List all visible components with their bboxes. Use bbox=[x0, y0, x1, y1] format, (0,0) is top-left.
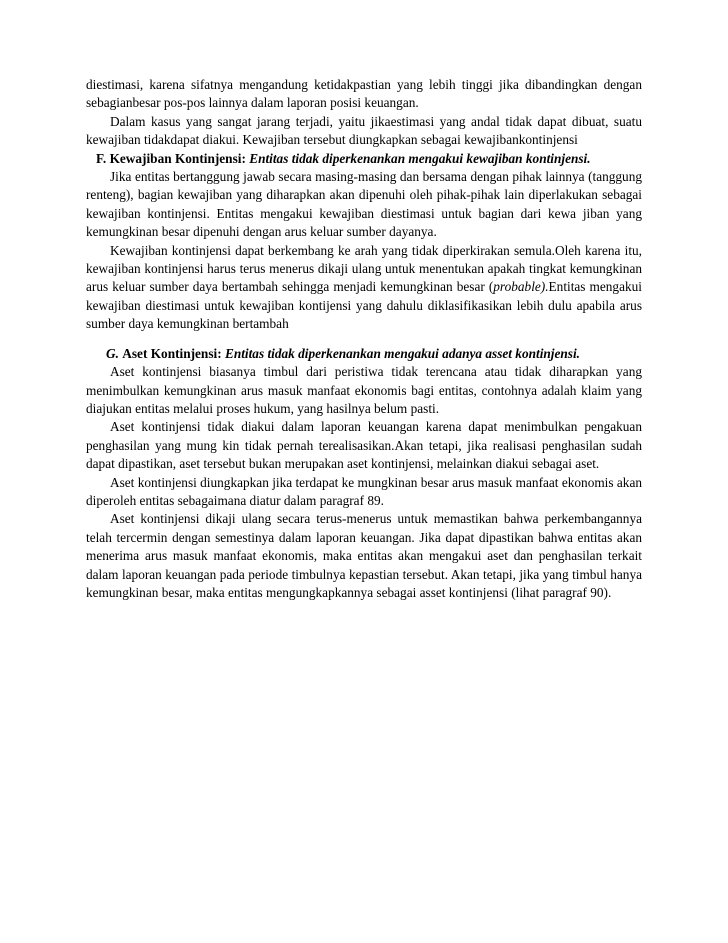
section-f-paragraph-1: Jika entitas bertanggung jawab secara masing-masing dan bersama dengan pihak lainnya (tanggung renteng), bagian kewajiban yang diharapkan akan dipenuhi oleh pihak-pihak lain diperlakukan sebagai kewajiban kontinjensi. Entitas mengakui kewajiban diestimasi untuk bagian dari kewa jiban yang kemungkinan besar dipenuhi dengan arus keluar sumber dayanya. bbox=[86, 169, 642, 240]
section-f-subtitle: Entitas tidak diperkenankan mengakui kewajiban kontinjensi. bbox=[249, 150, 591, 166]
section-f-title: Kewajiban Kontinjensi: bbox=[109, 150, 246, 166]
section-g-paragraph-3: Aset kontinjensi diungkapkan jika terdapat ke mungkinan besar arus masuk manfaat ekonomis akan diperoleh entitas sebagaimana diatur dalam paragraf 89. bbox=[86, 474, 642, 508]
section-g-paragraph-2: Aset kontinjensi tidak diakui dalam laporan keuangan karena dapat menimbulkan pengakuan penghasilan yang mung kin tidak pernah terealisasikan.Akan tetapi, jika realisasi penghasilan sudah dapat dipastikan, aset tersebut bukan merupakan aset kontinjensi, melainkan diakui sebagai aset. bbox=[86, 419, 642, 472]
section-g-paragraph-4: Aset kontinjensi dikaji ulang secara terus-menerus untuk memastikan bahwa perkembangannya telah tercermin dengan semestinya dalam laporan keuangan. Jika dapat dipastikan bahwa entitas akan menerima arus masuk manfaat ekonomis, maka entitas akan mengakui aset dan penghasilan terkait dalam laporan keuangan pada periode timbulnya kepastian tersebut. Akan tetapi, jika yang timbul hanya kemungkinan besar, maka entitas mengungkapkannya sebagai asset kontinjensi (lihat paragraf 90). bbox=[86, 511, 642, 600]
section-f-letter: F. bbox=[96, 150, 107, 166]
section-g-heading bbox=[86, 345, 642, 363]
section-g-title: Aset Kontinjensi: bbox=[122, 345, 222, 361]
section-gap bbox=[86, 334, 642, 345]
section-f-heading bbox=[86, 150, 642, 168]
section-f-paragraph-2-italic-term: probable). bbox=[493, 279, 549, 295]
section-f-paragraph-2-text-a: Kewajiban kontinjensi dapat berkembang ke arah yang tidak diperkirakan semula.Oleh karena itu, kewajiban kontinjensi harus terus menerus dikaji ulang untuk menentukan apakah tingkat kemungkinan arus keluar sumber daya bertambah sehingga menjadi kemungkinan besar ( bbox=[86, 242, 642, 295]
section-g-subtitle: Entitas tidak diperkenankan mengakui adanya asset kontinjensi. bbox=[224, 345, 580, 361]
section-g-paragraph-1: Aset kontinjensi biasanya timbul dari peristiwa tidak terencana atau tidak diharapkan yang menimbulkan kemungkinan arus masuk manfaat ekonomis bagi entitas, contohnya adalah klaim yang diajukan entitas melalui proses hukum, yang hasilnya belum pasti. bbox=[86, 364, 642, 416]
intro-paragraph-continued: diestimasi, karena sifatnya mengandung ketidakpastian yang lebih tinggi jika dibandingkan dengan sebagianbesar pos-pos lainnya dalam laporan posisi keuangan. bbox=[86, 77, 642, 111]
section-g-letter: G. bbox=[106, 345, 119, 361]
intro-paragraph-rare-cases: Dalam kasus yang sangat jarang terjadi, yaitu jikaestimasi yang andal tidak dapat dibuat, suatu kewajiban tidakdapat diakui. Kewajiban tersebut diungkapkan sebagai kewajibankontinjensi bbox=[86, 113, 642, 148]
section-f-paragraph-2 bbox=[86, 242, 642, 334]
section-f-paragraph-2-text-b: Entitas mengakui kewajiban diestimasi untuk kewajiban kontijensi yang dahulu diklasifikasikan lebih dulu apabila arus sumber daya kemungkinan bertambah bbox=[86, 279, 642, 332]
